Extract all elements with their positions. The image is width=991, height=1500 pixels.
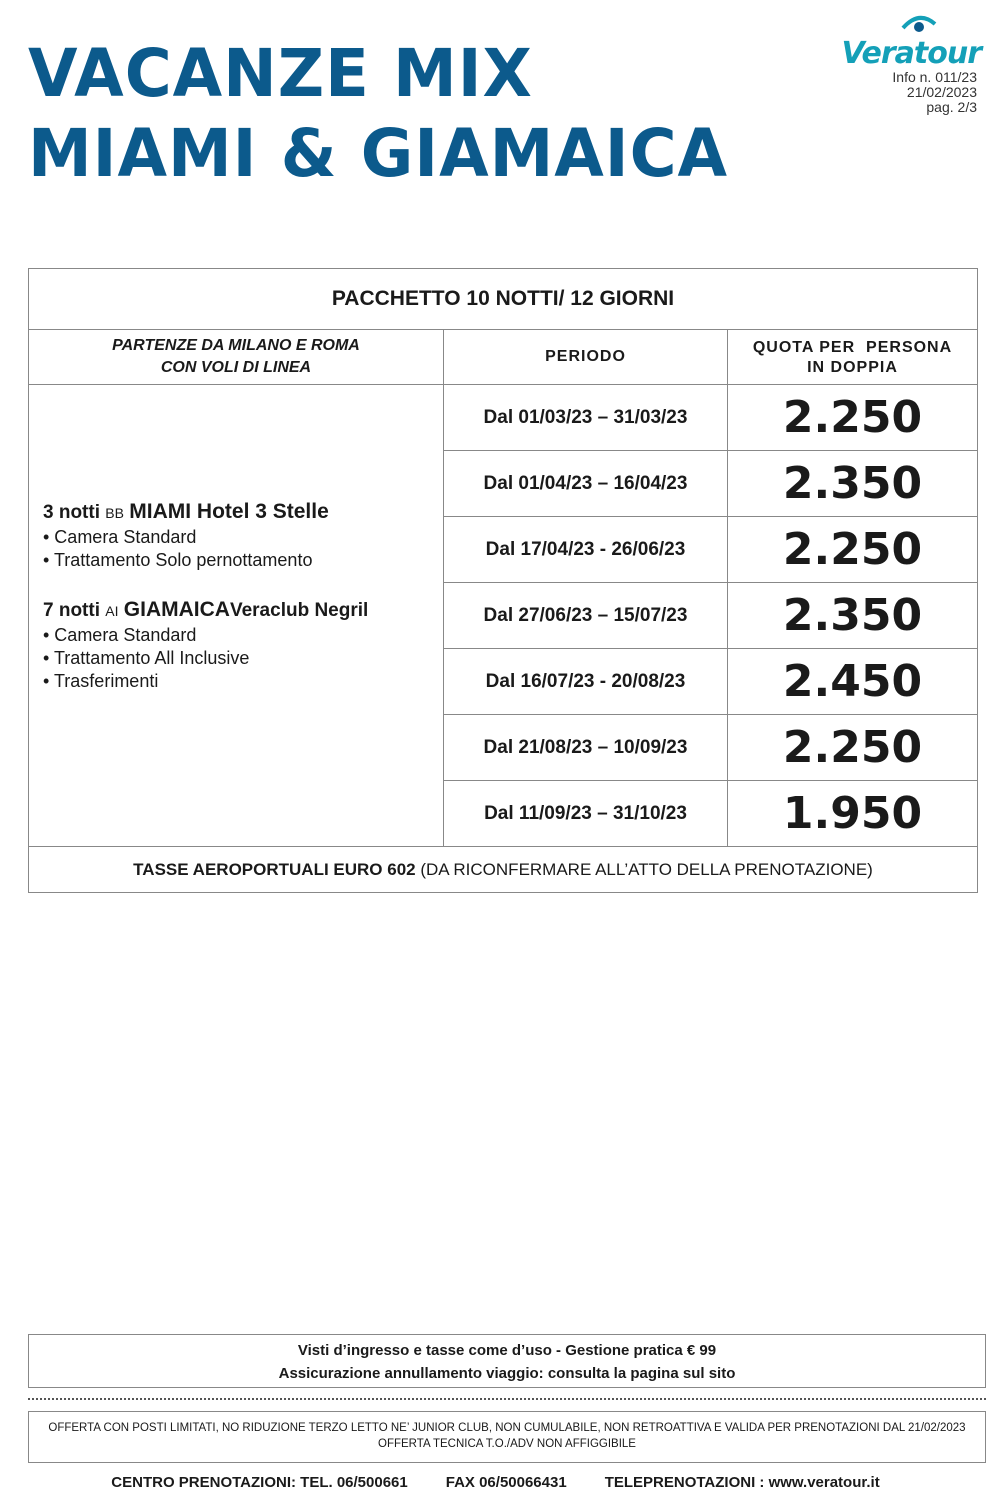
brand-name: Veratour [841, 36, 981, 71]
info-date: 21/02/2023 [906, 84, 977, 100]
package-title: PACCHETTO 10 NOTTI/ 12 GIORNI [29, 269, 977, 330]
package-description [29, 385, 444, 846]
stay-miami-nights: 3 notti [43, 502, 100, 523]
price-cell: 2.250 [782, 722, 923, 773]
table-row [444, 583, 977, 649]
notes-box [28, 1334, 986, 1388]
header-departures-line-2: CON VOLI DI LINEA [160, 359, 312, 376]
header-departures-line-1: PARTENZE DA MILANO E ROMA [112, 337, 360, 354]
info-number: Info n. 011/23 [892, 69, 977, 85]
table-row [444, 385, 977, 451]
period-cell: Dal 17/04/23 - 26/06/23 [444, 517, 728, 582]
dotted-divider [28, 1398, 986, 1400]
header-price-line-2: IN DOPPIA [807, 359, 898, 376]
header-departures [29, 330, 444, 384]
title-line-1: VACANZE MIX [28, 35, 533, 112]
list-item: • Trattamento Solo pernottamento [43, 550, 313, 570]
period-cell: Dal 01/04/23 – 16/04/23 [444, 451, 728, 516]
notes-line-1: Visti d’ingresso e tasse come d’uso - Gestione pratica € 99 [297, 1342, 717, 1359]
offer-line-2: OFFERTA TECNICA T.O./ADV NON AFFIGGIBILE [378, 1438, 636, 1450]
table-body [29, 385, 977, 847]
list-item: • Camera Standard [43, 527, 197, 547]
period-cell: Dal 01/03/23 – 31/03/23 [444, 385, 728, 450]
airport-taxes-amount: TASSE AEROPORTUALI EURO 602 [133, 860, 416, 879]
page-title [28, 34, 728, 194]
notes-line-2: Assicurazione annullamento viaggio: consulta la pagina sul sito [278, 1365, 736, 1382]
airport-taxes-note: (DA RICONFERMARE ALL’ATTO DELLA PRENOTAZIONE) [420, 860, 873, 879]
price-rows [444, 385, 977, 846]
airport-taxes [29, 847, 977, 892]
package-table [28, 268, 978, 893]
table-row [444, 715, 977, 781]
offer-line-1: OFFERTA CON POSTI LIMITATI, NO RIDUZIONE TERZO LETTO NE’ JUNIOR CLUB, NON CUMULABILE, NON RETROATTIVA E VALIDA PER PRENOTAZIONI DAL 21/02/2023 [48, 1422, 966, 1434]
table-row [444, 451, 977, 517]
price-cell: 2.450 [782, 656, 923, 707]
table-row [444, 781, 977, 846]
header-price [728, 330, 977, 384]
stay-jamaica-nights: 7 notti [43, 600, 100, 621]
period-cell: Dal 11/09/23 – 31/10/23 [444, 781, 728, 846]
offer-box [28, 1411, 986, 1463]
veratour-logo [821, 14, 981, 71]
price-cell: 2.350 [782, 458, 923, 509]
price-cell: 1.950 [782, 788, 923, 839]
booking-fax: FAX 06/50066431 [445, 1474, 567, 1491]
stay-miami [43, 500, 443, 524]
header-price-line-1: QUOTA PER PERSONA [752, 339, 953, 356]
stay-miami-destination: MIAMI Hotel 3 Stelle [129, 500, 329, 523]
list-item: • Trasferimenti [43, 671, 159, 691]
list-item: • Camera Standard [43, 625, 197, 645]
period-cell: Dal 16/07/23 - 20/08/23 [444, 649, 728, 714]
stay-jamaica-hotel: Veraclub Negril [229, 600, 369, 621]
table-header [29, 330, 977, 385]
title-line-2: MIAMI & GIAMAICA [28, 115, 729, 192]
info-page: pag. 2/3 [926, 99, 977, 115]
price-cell: 2.250 [782, 524, 923, 575]
period-cell: Dal 21/08/23 – 10/09/23 [444, 715, 728, 780]
period-cell: Dal 27/06/23 – 15/07/23 [444, 583, 728, 648]
list-item: • Trattamento All Inclusive [43, 648, 250, 668]
booking-web[interactable]: TELEPRENOTAZIONI : www.veratour.it [604, 1474, 880, 1491]
table-row [444, 649, 977, 715]
booking-phone: CENTRO PRENOTAZIONI: TEL. 06/500661 [111, 1474, 408, 1491]
info-block [892, 70, 977, 115]
stay-jamaica [43, 598, 443, 622]
stay-jamaica-board: AI [105, 603, 119, 619]
table-row [444, 517, 977, 583]
contacts-bar [0, 1474, 991, 1491]
stay-jamaica-destination: GIAMAICA [123, 598, 230, 621]
price-cell: 2.350 [782, 590, 923, 641]
stay-miami-board: BB [105, 505, 124, 521]
price-cell: 2.250 [782, 392, 923, 443]
eye-swoosh-icon [901, 14, 937, 38]
header-period: PERIODO [444, 330, 728, 384]
